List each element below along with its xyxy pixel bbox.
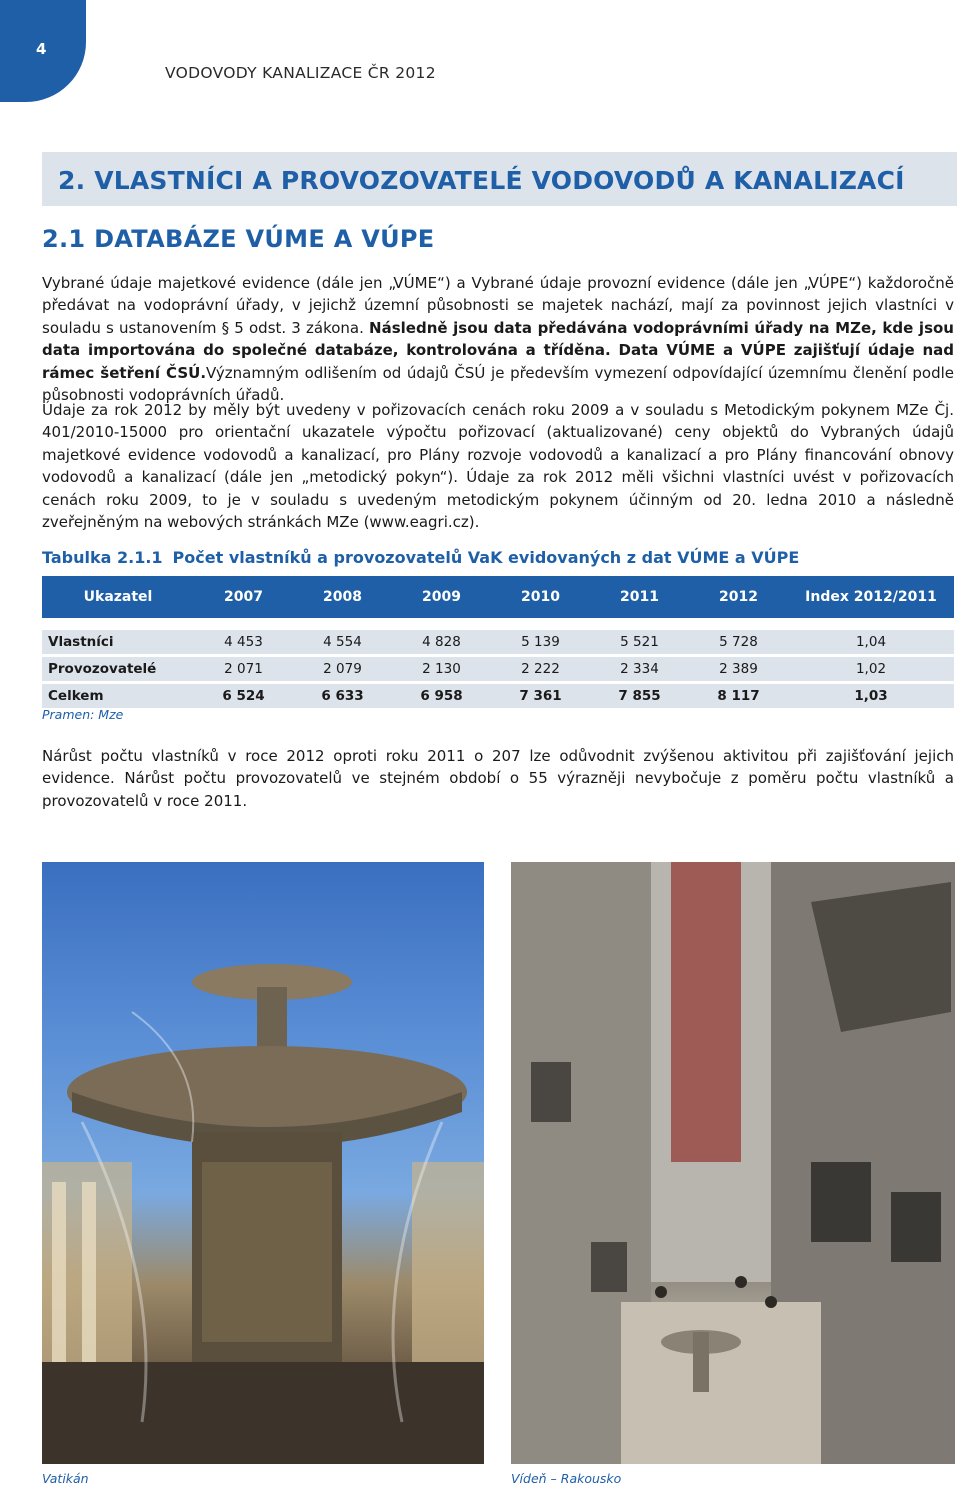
table-header-cell: 2012 [689, 576, 788, 618]
page-number: 4 [36, 40, 47, 58]
table-cell: 5 521 [590, 630, 689, 654]
table-header-cell: 2008 [293, 576, 392, 618]
table-cell: 6 958 [392, 684, 491, 708]
table-header-cell: 2011 [590, 576, 689, 618]
table-header-cell: 2010 [491, 576, 590, 618]
section-title: 2.1 DATABÁZE VÚME A VÚPE [42, 225, 435, 253]
table-header-cell: 2009 [392, 576, 491, 618]
table-cell: 2 071 [194, 657, 293, 681]
photo-caption-vatican: Vatikán [42, 1471, 89, 1486]
table-row [42, 630, 954, 654]
table-header-cell: 2007 [194, 576, 293, 618]
table-cell: 6 633 [293, 684, 392, 708]
table-cell: 8 117 [689, 684, 788, 708]
table-cell: 4 554 [293, 630, 392, 654]
table-cell: 6 524 [194, 684, 293, 708]
table-caption-number: Tabulka 2.1.1 [42, 548, 163, 567]
table-cell: 4 453 [194, 630, 293, 654]
paragraph-intro-part-b: Následně jsou data předávána vodoprávními úřady na MZe, kde jsou data importována do společné databáze, kontrolována a tříděna. Data VÚME a VÚPE zajišťují údaje nad rámec šetření ČSÚ. [42, 318, 954, 382]
table-cell: 2 222 [491, 657, 590, 681]
chapter-title: 2. VLASTNÍCI A PROVOZOVATELÉ VODOVODŮ A KANALIZACÍ [58, 166, 905, 195]
table-spacer-row [42, 621, 954, 627]
table-cell: 1,02 [788, 657, 954, 681]
table-row [42, 657, 954, 681]
table-cell: 7 361 [491, 684, 590, 708]
paragraph-intro [42, 272, 954, 406]
table-caption-text: Počet vlastníků a provozovatelů VaK evidovaných z dat VÚME a VÚPE [172, 548, 800, 567]
photo-street-vienna [511, 862, 955, 1464]
table-cell: 2 079 [293, 657, 392, 681]
table-cell: 5 139 [491, 630, 590, 654]
table-source-note: Pramen: Mze [42, 707, 124, 722]
table-cell: 2 389 [689, 657, 788, 681]
table-cell: 4 828 [392, 630, 491, 654]
fountain-illustration [42, 862, 484, 1464]
table-cell: 2 334 [590, 657, 689, 681]
table-header-cell: Ukazatel [42, 576, 194, 618]
table-row-total [42, 684, 954, 708]
table-cell-label: Provozovatelé [42, 657, 194, 681]
paragraph-methodology-part-a: Údaje za rok 2012 by měly být uvedeny v pořizovacích cenách roku 2009 a v souladu s Metodickým pokynem MZe Čj. 401/2010-15000 pro orientační ukazatele výpočtu pořizovací (aktualizované) ceny objektů do Vybraných údajů majetkové evidence vodovodů a kanalizací, pro Plány rozvoje vodovodů a kanalizací a pro Plány financování obnovy vodovodů a kanalizací (dále jen „metodický pokyn“). [42, 401, 954, 487]
paragraph-intro-part-c: Významným odlišením od údajů ČSÚ je především vymezení odpovídající územnímu členění podle působnosti vodoprávních úřadů. [42, 363, 954, 405]
paragraph-methodology [42, 399, 954, 533]
table-cell-label: Vlastníci [42, 630, 194, 654]
table-cell: 1,03 [788, 684, 954, 708]
table-spacer [42, 621, 954, 627]
photo-caption-vienna: Vídeň – Rakousko [511, 1471, 622, 1486]
street-illustration [511, 862, 955, 1464]
paragraph-methodology-part-b: Údaje za rok 2012 měli všichni vlastníci uvést v pořizovacích cenách roku 2009, to je v souladu s uvedeným metodickým pokynem účinným od 20. ledna 2010 a následně zveřejněným na webových stránkách MZe (www.eagri.cz). [42, 468, 954, 532]
paragraph-intro-part-a: Vybrané údaje majetkové evidence (dále jen „VÚME“) a Vybrané údaje provozní evidence (dále jen „VÚPE“) každoročně předávat na vodoprávní úřady, v jejichž územní působnosti se majetek nachází, mají za povinnost jejich vlastníci v souladu s ustanovením § 5 odst. 3 zákona. [42, 274, 954, 337]
photo-fountain-vatican [42, 862, 484, 1464]
owners-operators-table [42, 573, 954, 711]
table-cell: 7 855 [590, 684, 689, 708]
table-header-cell: Index 2012/2011 [788, 576, 954, 618]
table-cell: 1,04 [788, 630, 954, 654]
table-cell: 2 130 [392, 657, 491, 681]
running-header: VODOVODY KANALIZACE ČR 2012 [165, 64, 436, 82]
table-caption [42, 548, 799, 567]
table-cell-label: Celkem [42, 684, 194, 708]
paragraph-conclusion: Nárůst počtu vlastníků v roce 2012 oproti roku 2011 o 207 lze odůvodnit zvýšenou aktivitou při zajišťování jejich evidence. Nárůst počtu provozovatelů ve stejném období o 55 výrazněji nevybočuje z poměru počtu vlastníků a provozovatelů v roce 2011. [42, 747, 954, 810]
table-header-row [42, 576, 954, 618]
table-cell: 5 728 [689, 630, 788, 654]
